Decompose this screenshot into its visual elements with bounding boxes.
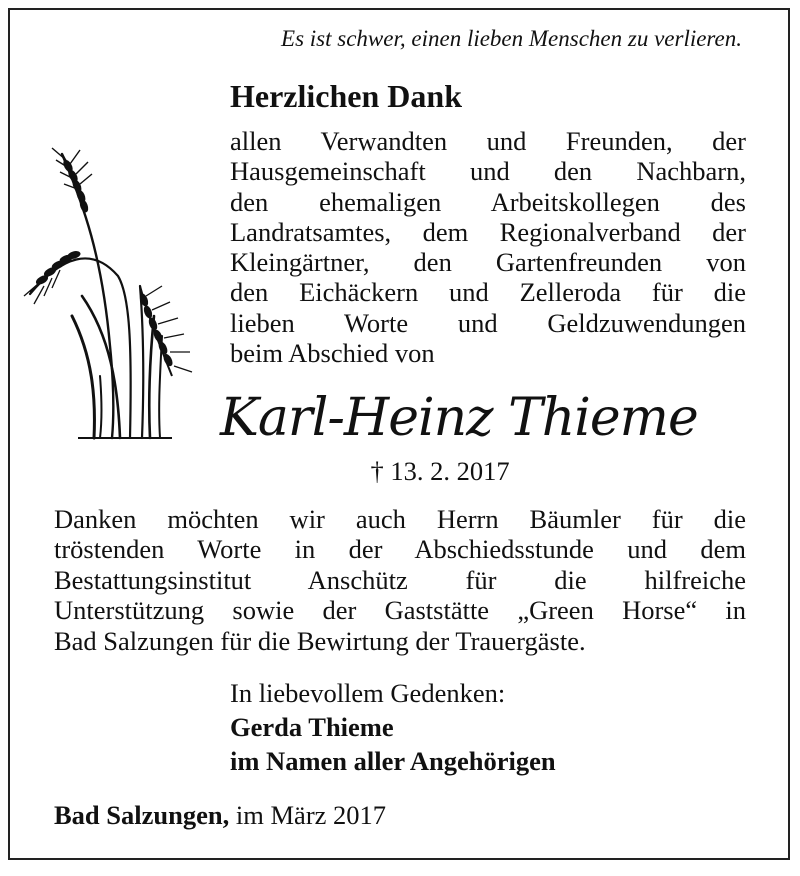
- death-date: † 13. 2. 2017: [370, 456, 510, 486]
- thanks-line: allen Verwandten und Freunden, der: [230, 126, 746, 156]
- signature-intro: In liebevollem Gedenken:: [230, 678, 506, 708]
- closing-line: tröstenden Worte in der Abschiedsstunde und dem: [54, 534, 746, 565]
- thanks-line: Kleingärtner, den Gartenfreunden von: [230, 247, 746, 278]
- heading: Herzlichen Dank: [230, 78, 462, 114]
- closing-line: Danken möchten wir auch Herrn Bäumler für die: [54, 504, 746, 534]
- closing-line: Bad Salzungen für die Bewirtung der Trauergäste.: [54, 625, 586, 656]
- signature-block: [230, 676, 556, 778]
- thanks-line: beim Abschied von: [230, 338, 435, 369]
- deceased-name: Karl-Heinz Thieme: [220, 388, 698, 448]
- closing-line: Bestattungsinstitut Anschütz für die hilfreiche: [54, 564, 746, 595]
- place-date: [54, 798, 386, 832]
- date: im März 2017: [235, 800, 387, 830]
- thanks-line: lieben Worte und Geldzuwendungen: [230, 307, 746, 338]
- motto: Es ist schwer, einen lieben Menschen zu verlieren.: [281, 26, 742, 51]
- signature-relation: im Namen aller Angehörigen: [230, 746, 556, 776]
- thanks-line: den ehemaligen Arbeitskollegen des: [230, 186, 746, 217]
- place: Bad Salzungen,: [54, 800, 230, 830]
- thanks-line: Hausgemeinschaft und den Nachbarn,: [230, 156, 746, 187]
- thanks-text: [230, 126, 746, 368]
- thanks-line: den Eichäckern und Zelleroda für die: [230, 277, 746, 308]
- closing-text: [54, 504, 746, 656]
- signature-name: Gerda Thieme: [230, 712, 394, 742]
- wheat-icon: [22, 146, 194, 442]
- thanks-line: Landratsamtes, dem Regionalverband der: [230, 216, 746, 247]
- closing-line: Unterstützung sowie der Gaststätte „Green Horse“ in: [54, 595, 746, 626]
